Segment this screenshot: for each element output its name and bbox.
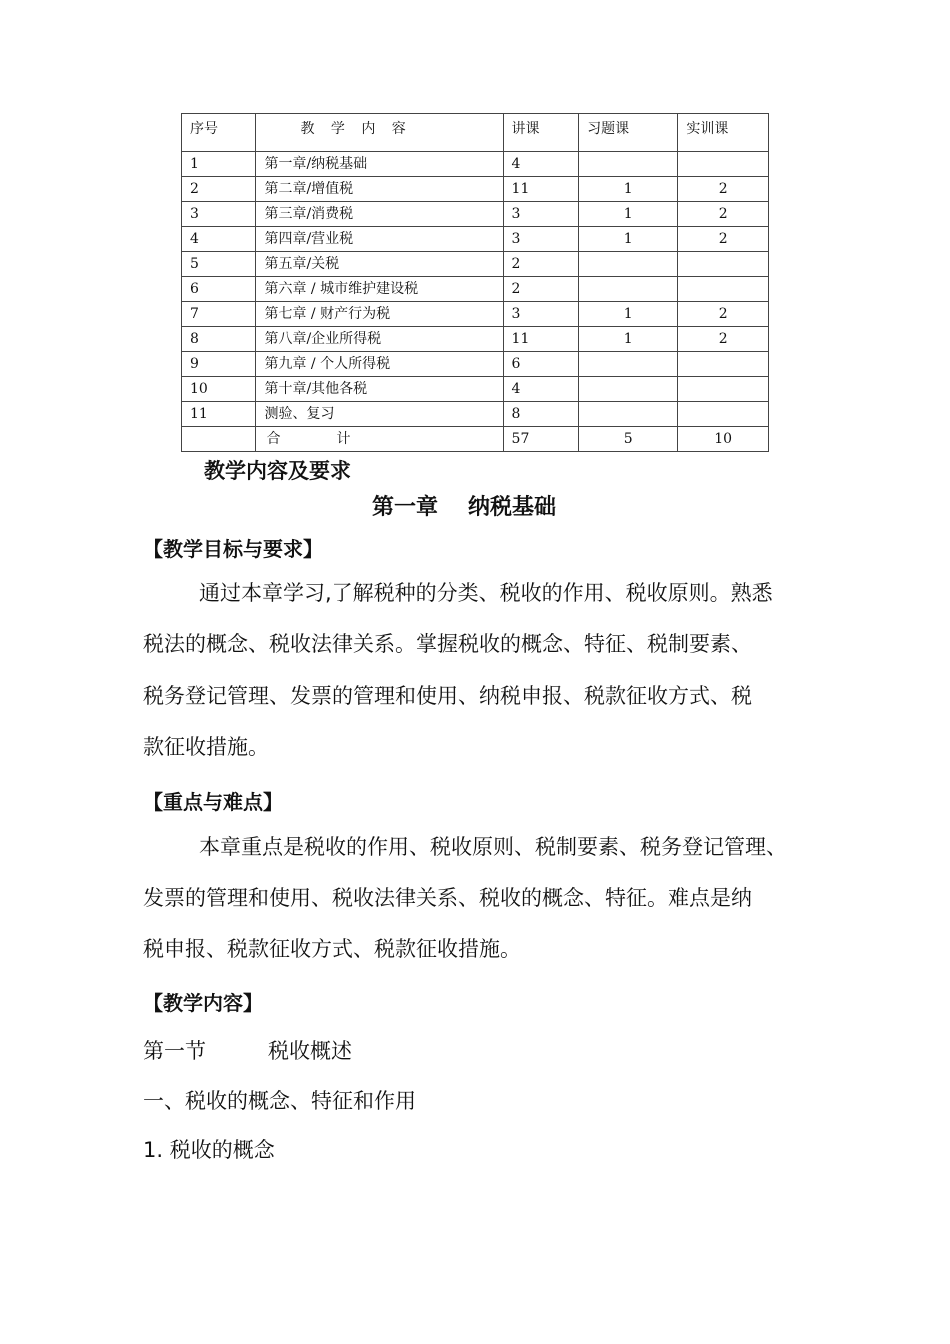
total-number xyxy=(182,427,256,452)
header-practice: 实训课 xyxy=(678,114,769,152)
total-label: 合 计 xyxy=(256,427,503,452)
row-number: 3 xyxy=(182,202,256,227)
row-exercise xyxy=(579,252,678,277)
row-content: 第十章/其他各税 xyxy=(256,377,503,402)
row-exercise xyxy=(579,377,678,402)
subsection-title: 一、税收的概念、特征和作用 xyxy=(143,1089,416,1113)
row-content: 第六章 / 城市维护建设税 xyxy=(256,277,503,302)
row-practice: 2 xyxy=(678,202,769,227)
row-exercise: 1 xyxy=(579,327,678,352)
row-practice: 2 xyxy=(678,327,769,352)
row-exercise: 1 xyxy=(579,227,678,252)
course-schedule-table xyxy=(181,113,769,452)
table-row xyxy=(182,177,769,202)
header-exercise: 习题课 xyxy=(579,114,678,152)
key-points-line: 税申报、税款征收方式、税款征收措施。 xyxy=(143,937,521,961)
table-row xyxy=(182,227,769,252)
row-content: 第四章/营业税 xyxy=(256,227,503,252)
item-title: 1. 税收的概念 xyxy=(143,1138,275,1162)
section-title xyxy=(143,1035,352,1065)
row-lecture: 8 xyxy=(503,402,579,427)
table-total-row xyxy=(182,427,769,452)
row-practice: 2 xyxy=(678,227,769,252)
header-content: 教 学 内 容 xyxy=(256,114,503,152)
row-lecture: 4 xyxy=(503,377,579,402)
table-row xyxy=(182,252,769,277)
row-number: 9 xyxy=(182,352,256,377)
row-practice xyxy=(678,252,769,277)
row-exercise xyxy=(579,402,678,427)
row-lecture: 4 xyxy=(503,152,579,177)
key-points-label: 【重点与难点】 xyxy=(143,790,283,814)
section-number: 第一节 xyxy=(143,1039,206,1063)
row-content: 第五章/关税 xyxy=(256,252,503,277)
row-number: 5 xyxy=(182,252,256,277)
row-lecture: 11 xyxy=(503,327,579,352)
objectives-line: 款征收措施。 xyxy=(143,735,269,759)
row-number: 11 xyxy=(182,402,256,427)
row-content: 第三章/消费税 xyxy=(256,202,503,227)
row-number: 8 xyxy=(182,327,256,352)
row-content: 第九章 / 个人所得税 xyxy=(256,352,503,377)
objectives-label: 【教学目标与要求】 xyxy=(143,537,323,561)
content-label: 【教学内容】 xyxy=(143,991,263,1015)
table-row xyxy=(182,302,769,327)
row-content: 第八章/企业所得税 xyxy=(256,327,503,352)
objectives-line: 税法的概念、税收法律关系。掌握税收的概念、特征、税制要素、 xyxy=(143,632,752,656)
row-exercise: 1 xyxy=(579,202,678,227)
table-row xyxy=(182,152,769,177)
row-practice xyxy=(678,352,769,377)
row-number: 6 xyxy=(182,277,256,302)
key-points-line: 发票的管理和使用、税收法律关系、税收的概念、特征。难点是纳 xyxy=(143,886,752,910)
row-content: 第一章/纳税基础 xyxy=(256,152,503,177)
row-exercise xyxy=(579,277,678,302)
row-number: 2 xyxy=(182,177,256,202)
table-row xyxy=(182,352,769,377)
table-row xyxy=(182,402,769,427)
row-content: 第二章/增值税 xyxy=(256,177,503,202)
total-lecture: 57 xyxy=(503,427,579,452)
row-number: 4 xyxy=(182,227,256,252)
chapter-title xyxy=(372,490,556,521)
row-exercise: 1 xyxy=(579,302,678,327)
row-exercise: 1 xyxy=(579,177,678,202)
row-practice: 2 xyxy=(678,177,769,202)
key-points-line: 本章重点是税收的作用、税收原则、税制要素、税务登记管理、 xyxy=(199,835,787,859)
header-no: 序号 xyxy=(182,114,256,152)
row-lecture: 3 xyxy=(503,302,579,327)
total-exercise: 5 xyxy=(579,427,678,452)
chapter-name: 纳税基础 xyxy=(468,495,557,520)
row-lecture: 3 xyxy=(503,227,579,252)
table-row xyxy=(182,202,769,227)
row-practice xyxy=(678,402,769,427)
section-name: 税收概述 xyxy=(268,1039,352,1063)
section-heading: 教学内容及要求 xyxy=(204,459,351,483)
row-number: 10 xyxy=(182,377,256,402)
table-row xyxy=(182,377,769,402)
table-row xyxy=(182,327,769,352)
row-exercise xyxy=(579,152,678,177)
row-lecture: 11 xyxy=(503,177,579,202)
objectives-line: 税务登记管理、发票的管理和使用、纳税申报、税款征收方式、税 xyxy=(143,684,752,708)
objectives-line: 通过本章学习,了解税种的分类、税收的作用、税收原则。熟悉 xyxy=(199,581,773,605)
row-exercise xyxy=(579,352,678,377)
header-lecture: 讲课 xyxy=(503,114,579,152)
row-lecture: 6 xyxy=(503,352,579,377)
chapter-number: 第一章 xyxy=(372,495,439,520)
row-practice xyxy=(678,377,769,402)
table-header-row xyxy=(182,114,769,152)
row-lecture: 2 xyxy=(503,277,579,302)
row-practice xyxy=(678,152,769,177)
row-lecture: 2 xyxy=(503,252,579,277)
total-practice: 10 xyxy=(678,427,769,452)
row-number: 1 xyxy=(182,152,256,177)
row-lecture: 3 xyxy=(503,202,579,227)
table-row xyxy=(182,277,769,302)
row-number: 7 xyxy=(182,302,256,327)
row-content: 测验、复习 xyxy=(256,402,503,427)
row-practice: 2 xyxy=(678,302,769,327)
row-practice xyxy=(678,277,769,302)
row-content: 第七章 / 财产行为税 xyxy=(256,302,503,327)
